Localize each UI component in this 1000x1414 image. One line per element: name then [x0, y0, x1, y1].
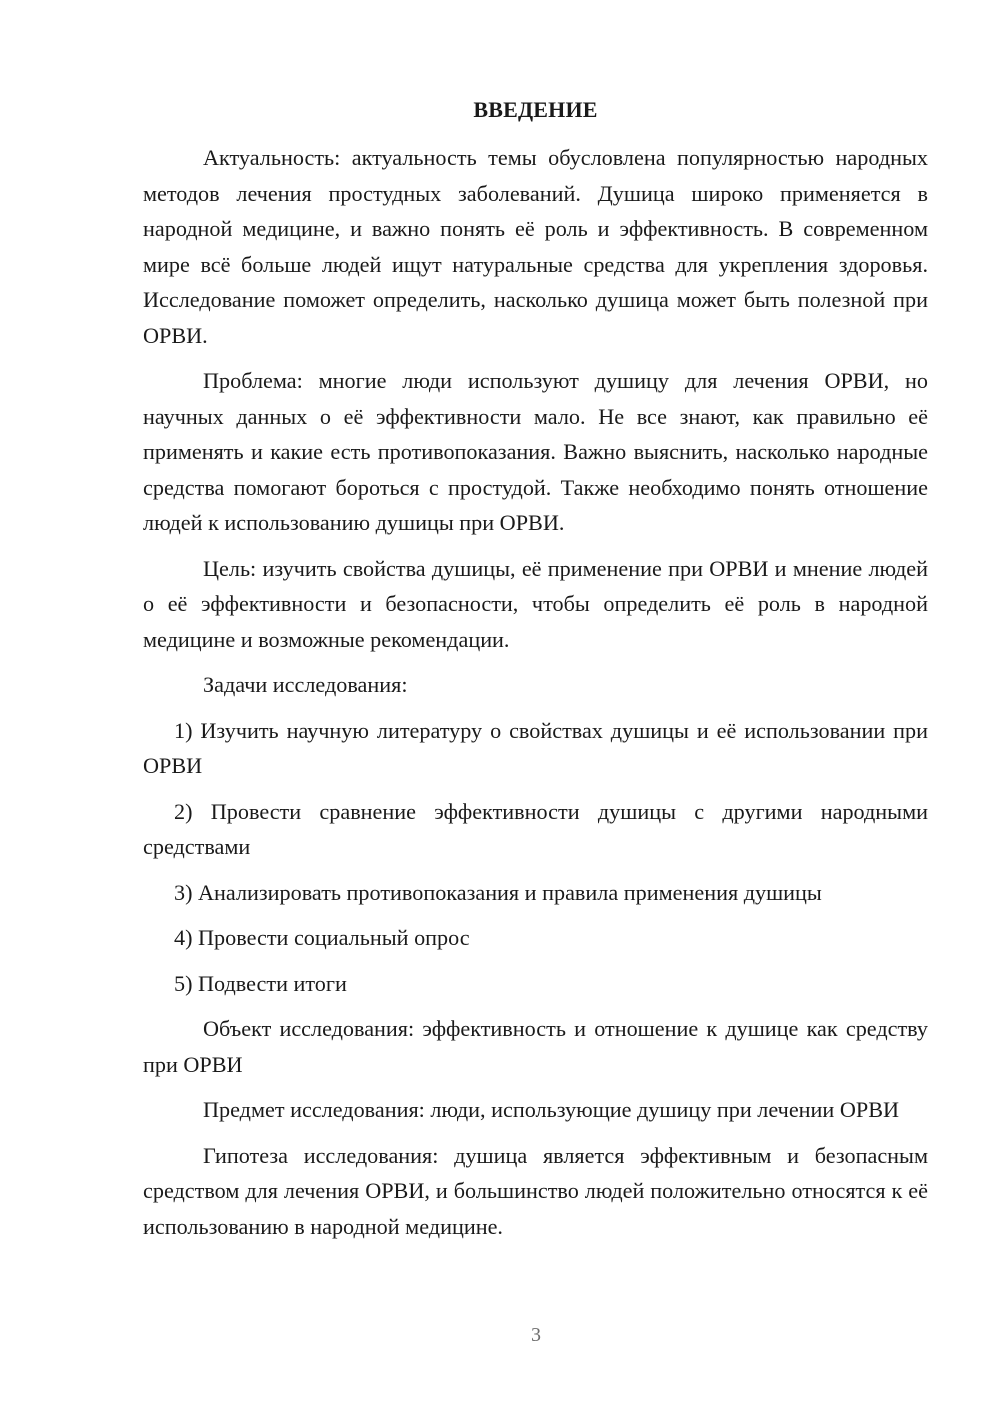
problem-paragraph: Проблема: многие люди используют душицу для лечения ОРВИ, но научных данных о её эффективности мало. Не все знают, как правильно её применять и какие есть противопоказания. Важно выяснить, насколько народные средства помогают бороться с простудой. Также необходимо понять отношение людей к использованию душицы при ОРВИ. — [143, 368, 928, 535]
task-item: 3) Анализировать противопоказания и правила применения душицы — [174, 879, 822, 905]
task-item: 2) Провести сравнение эффективности душицы с другими народными средствами — [143, 798, 928, 859]
subject-paragraph: Предмет исследования: люди, использующие душицу при лечении ОРВИ — [203, 1097, 900, 1122]
object-paragraph: Объект исследования: эффективность и отношение к душице как средству при ОРВИ — [143, 1016, 928, 1077]
page-title: ВВЕДЕНИЕ — [473, 97, 598, 122]
document-page — [143, 94, 928, 1254]
tasks-list — [143, 713, 928, 1002]
hypothesis-paragraph: Гипотеза исследования: душица является эффективным и безопасным средством для лечения ОРВИ, и большинство людей положительно относятся к её использованию в народной медицине. — [143, 1142, 928, 1239]
relevance-paragraph: Актуальность: актуальность темы обусловлена популярностью народных методов лечения простудных заболеваний. Душица широко применяется в народной медицине, и важно понять её роль и эффективность. В современном мире всё больше людей ищут натуральные средства для укрепления здоровья. Исследование поможет определить, насколько душица может быть полезной при ОРВИ. — [143, 145, 928, 348]
task-item: 1) Изучить научную литературу о свойствах душицы и её использовании при ОРВИ — [143, 717, 928, 778]
task-item: 4) Провести социальный опрос — [174, 925, 470, 950]
goal-paragraph: Цель: изучить свойства душицы, её применение при ОРВИ и мнение людей о её эффективности и безопасности, чтобы определить её роль в народной медицине и возможные рекомендации. — [143, 555, 928, 652]
task-item: 5) Подвести итоги — [174, 970, 347, 996]
tasks-heading: Задачи исследования: — [203, 672, 408, 697]
page-number: 3 — [531, 1324, 541, 1346]
